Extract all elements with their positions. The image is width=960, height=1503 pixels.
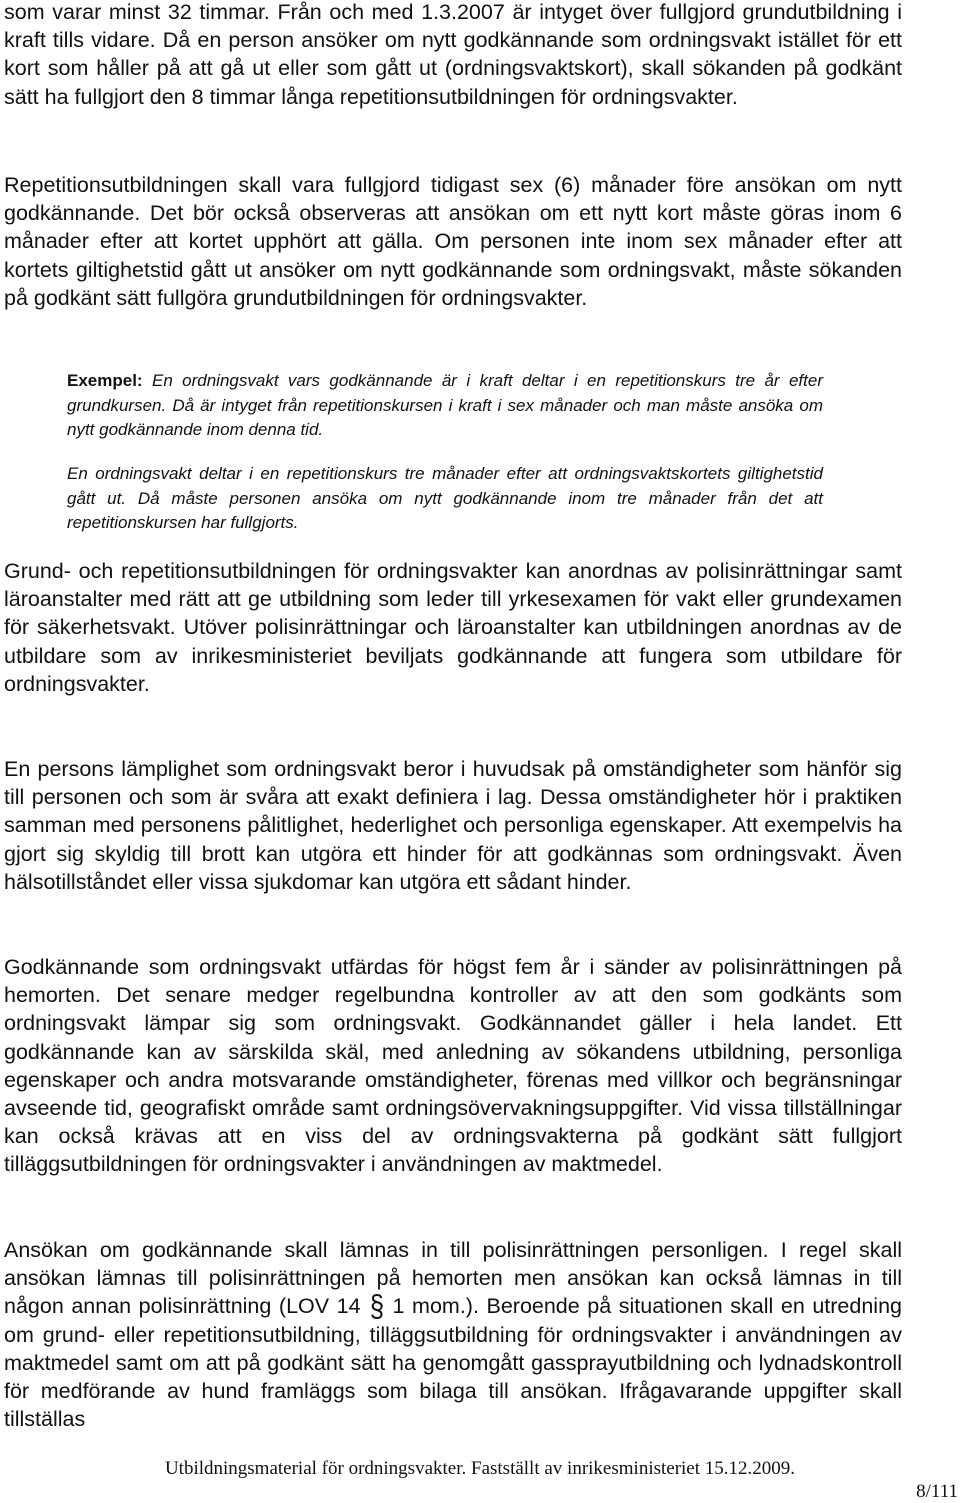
example-text-1: En ordningsvakt vars godkännande är i kraft deltar i en repetitionskurs tre år efter grundkursen. Då är intyget från repetitionskursen i kraft i sex månader och man måste ansöka om nytt godkännande inom denna tid.: [67, 371, 823, 439]
paragraph-repetition-timing: Repetitionsutbildningen skall vara fullgjord tidigast sex (6) månader före ansökan om nytt godkännande. Det bör också observeras att ansökan om ett nytt kort måste göras inom 6 månader efter att kortet upphört att gälla. Om personen inte inom sex månader efter att kortets giltighetstid gått ut ansöker om nytt godkännande som ordningsvakt, måste sökanden på godkänt sätt fullgöra grundutbildningen för ordningsvakter.: [4, 173, 902, 310]
paragraph-repetition-requirement: som varar minst 32 timmar. Från och med 1.3.2007 är intyget över fullgjord grundutbildning i kraft tills vidare. Då en person ansöker om nytt godkännande som ordningsvakt istället för ett kort som håller på att gå ut eller som gått ut (ordningsvaktskort), skall sökanden på godkänt sätt ha fullgjort den 8 timmar långa repetitionsutbildningen för ordningsvakter.: [4, 0, 902, 109]
paragraph-application: [4, 1236, 902, 1433]
example-block-2: En ordningsvakt deltar i en repetitionskurs tre månader efter att ordningsvaktskortets giltighetstid gått ut. Då måste personen ansöka om nytt godkännande inom tre månader från det att repetitionskursen har fullgjorts.: [67, 464, 823, 532]
application-text-end: 1 mom.). Beroende på situationen skall en utredning om grund- eller repetitionsutbildning, tilläggsutbildning för ordningsvakter i användningen av maktmedel samt om att på godkänt sätt ha genomgått gassprayutbildning och lydnadskontroll för medförande av hund framläggs som bilaga till ansökan. Ifrågavarande uppgifter skall tillställas: [4, 1294, 902, 1432]
paragraph-training-organizers: Grund- och repetitionsutbildningen för ordningsvakter kan anordnas av polisinrättningar samt läroanstalter med rätt att ge utbildning som leder till yrkesexamen för vakt eller grundexamen för säkerhetsvakt. Utöver polisinrättningar och läroanstalter kan utbildningen anordnas av de utbildare som av inrikesministeriet beviljats godkännande att fungera som utbildare för ordningsvakter.: [4, 559, 902, 696]
paragraph-suitability: En persons lämplighet som ordningsvakt beror i huvudsak på omständigheter som hänför sig till personen och som är svåra att exakt definiera i lag. Dessa omständigheter hör i praktiken samman med personens pålitlighet, hederlighet och personliga egenskaper. Att exempelvis ha gjort sig skyldig till brott kan utgöra ett hinder för att godkännas som ordningsvakt. Även hälsotillståndet eller vissa sjukdomar kan utgöra ett sådant hinder.: [4, 757, 902, 894]
paragraph-approval-validity: Godkännande som ordningsvakt utfärdas för högst fem år i sänder av polisinrättningen på hemorten. Det senare medger regelbundna kontroller av att den som godkänts som ordningsvakt lämpar sig som ordningsvakt. Godkännandet gäller i hela landet. Ett godkännande kan av särskilda skäl, med anledning av sökandens utbildning, personliga egenskaper och andra motsvarande omständigheter, förenas med villkor och begränsningar avseende tid, geografiskt område samt ordningsövervakningsuppgifter. Vid vissa tillställningar kan också krävas att en viss del av ordningsvakterna på godkänt sätt fullgjort tilläggsutbildningen för ordningsvakter i användningen av maktmedel.: [4, 955, 902, 1177]
page-number: 8/111: [916, 1481, 958, 1502]
application-text-start: Ansökan om godkännande skall lämnas in till polisinrättningen personligen. I regel skall ansökan lämnas till polisinrättningen på hemorten men ansökan kan också lämnas in till någon annan polisinrättning (LOV 14: [4, 1238, 902, 1319]
section-sign: §: [369, 1289, 384, 1324]
page-footer: Utbildningsmaterial för ordningsvakter. Fastställt av inrikesministeriet 15.12.2009.: [164, 1458, 796, 1479]
example-block-1: [67, 369, 823, 443]
example-label: Exempel:: [67, 371, 143, 390]
